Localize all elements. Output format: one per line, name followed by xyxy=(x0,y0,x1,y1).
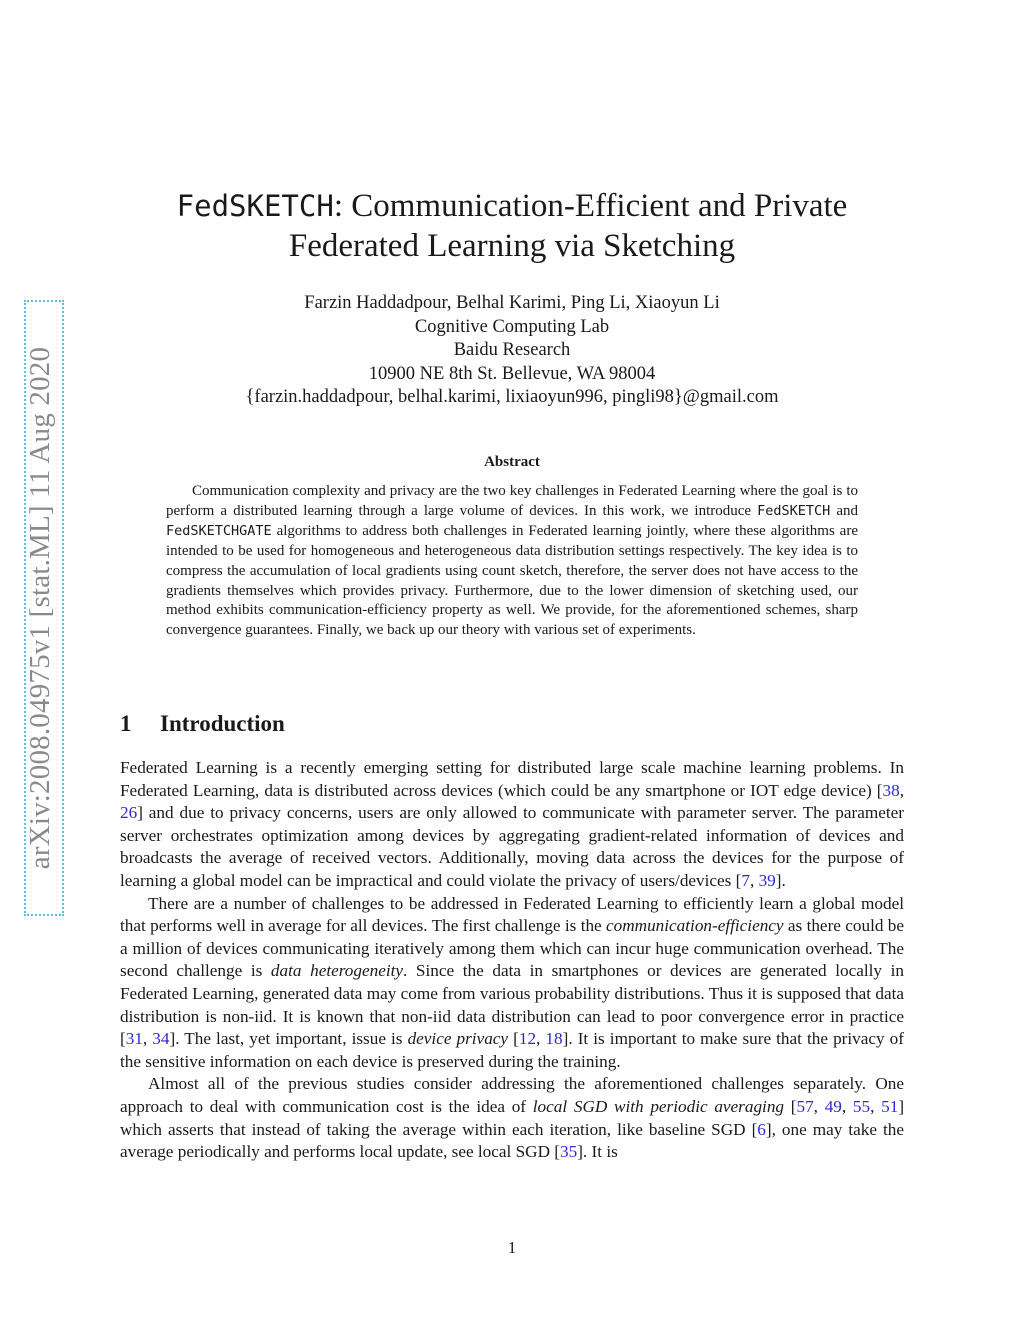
text-run: , xyxy=(841,1096,853,1116)
text-run: [ xyxy=(508,1029,519,1049)
title-line-2: Federated Learning via Sketching xyxy=(288,228,736,264)
citation-link[interactable]: 49 xyxy=(824,1096,842,1116)
citation-link[interactable]: 35 xyxy=(560,1142,578,1162)
text-run: as there could be a million of devices communicating iteratively among them which can incur huge communication overhead. The second challenge is xyxy=(120,916,904,981)
citation-link[interactable]: 12 xyxy=(518,1029,537,1049)
author-org: Baidu Research xyxy=(453,340,571,360)
paragraph-3 xyxy=(120,1073,904,1163)
author-block xyxy=(120,292,904,410)
text-run: ] which asserts that instead of taking the average within each iteration, like baseline SGD [ xyxy=(120,1096,905,1139)
text-run: , xyxy=(870,1096,882,1116)
emphasis: data heterogeneity xyxy=(270,961,403,981)
citation-link[interactable]: 26 xyxy=(120,803,138,823)
arxiv-identifier[interactable]: arXiv:2008.04975v1 [stat.ML] 11 Aug 2020 xyxy=(24,346,56,870)
text-run: , xyxy=(813,1096,825,1116)
paragraph-1 xyxy=(120,757,904,893)
citation-link[interactable]: 18 xyxy=(545,1029,563,1049)
citation-link[interactable]: 55 xyxy=(852,1096,871,1116)
title-line-1 xyxy=(120,186,904,226)
citation-link[interactable]: 39 xyxy=(758,870,776,890)
section-title: Introduction xyxy=(160,711,285,736)
citation-link[interactable]: 31 xyxy=(125,1029,143,1049)
emphasis: device privacy xyxy=(407,1029,509,1049)
citation-link[interactable]: 51 xyxy=(881,1096,899,1116)
paragraph-2 xyxy=(120,893,904,1074)
abstract-part: Communication complexity and privacy are the two key challenges in Federated Learning where the goal is to perform a distributed learning through a large volume of devices. In this work, we introduce xyxy=(166,483,858,519)
author-emails: {farzin.haddadpour, belhal.karimi, lixiaoyun996, pingli98}@gmail.com xyxy=(245,387,779,407)
page-number: 1 xyxy=(507,1238,517,1257)
citation-link[interactable]: 7 xyxy=(741,870,750,890)
citation-link[interactable]: 34 xyxy=(152,1029,170,1049)
abstract-text xyxy=(166,482,858,641)
title-line-1-rest: : Communication-Efficient and Private xyxy=(333,188,848,224)
algorithm-name: FedSKETCH xyxy=(757,502,831,519)
text-run: ]. It is important to make sure that the privacy of the sensitive information on each device is preserved during the training. xyxy=(120,1029,904,1071)
text-run: , xyxy=(536,1029,546,1049)
text-run: , xyxy=(899,780,904,800)
paper-title xyxy=(120,186,904,266)
section-heading xyxy=(120,711,285,737)
emphasis: communication-efficiency xyxy=(606,916,784,936)
citation-link[interactable]: 38 xyxy=(882,780,900,800)
text-run: . Since the data in smartphones or devices are generated locally in Federated Learning, generated data may come from various probability distributions. Thus it is supposed that data distribution is non-iid. It is known that non-iid data distribution can lead to poor convergence error in practice [ xyxy=(120,961,904,1049)
emphasis: local SGD with periodic averaging xyxy=(532,1096,785,1116)
text-run: ], one may take the average periodically and performs local update, see local SGD [ xyxy=(120,1119,904,1162)
text-run: ] and due to privacy concerns, users are only allowed to communicate with parameter server. The parameter server orchestrates optimization among devices by aggregating gradient-related information of devices and broadcasts the average of received vectors. Additionally, moving data across the devices for the purpose of learning a global model can be impractical and could violate the privacy of users/devices [ xyxy=(120,803,904,890)
text-run: There are a number of challenges to be addressed in Federated Learning to efficiently learn a global model that performs well in average for all devices. The first challenge is the xyxy=(120,893,904,936)
title-method-name: FedSKETCH xyxy=(176,189,334,223)
text-run: ]. The last, yet important, issue is xyxy=(169,1029,408,1049)
text-run: Almost all of the previous studies consider addressing the aforementioned challenges separately. One approach to deal with communication cost is the idea of xyxy=(120,1074,904,1116)
abstract-part: algorithms to address both challenges in Federated learning jointly, where these algorithms are intended to be used for homogeneous and heterogeneous data distribution settings respectively. The key idea is to compress the accumulation of local gradients using count sketch, therefore, the server does not have access to the gradients themselves which provides privacy. Furthermore, due to the lower dimension of sketching used, our method exhibits communication-efficiency property as well. We provide, for the aforementioned schemes, sharp convergence guarantees. Finally, we back up our theory with various set of experiments. xyxy=(166,522,858,639)
text-run: ]. xyxy=(775,870,786,890)
text-run: [ xyxy=(784,1096,797,1116)
author-address: 10900 NE 8th St. Bellevue, WA 98004 xyxy=(368,363,656,384)
text-run: , xyxy=(142,1029,153,1049)
citation-link[interactable]: 57 xyxy=(796,1096,814,1116)
text-run: , xyxy=(749,870,759,890)
algorithm-name: FedSKETCHGATE xyxy=(166,522,272,539)
text-run: ]. It is xyxy=(577,1142,618,1162)
body-text xyxy=(120,757,904,1164)
abstract-part: and xyxy=(830,502,858,519)
author-lab: Cognitive Computing Lab xyxy=(414,316,610,337)
text-run: Federated Learning is a recently emerging setting for distributed large scale machine learning problems. In Federated Learning, data is distributed across devices (which could be any smartphone or IOT edge device) [ xyxy=(120,758,904,800)
section-number: 1 xyxy=(120,711,132,736)
abstract-heading: Abstract xyxy=(484,454,540,470)
author-names: Farzin Haddadpour, Belhal Karimi, Ping Li, Xiaoyun Li xyxy=(304,293,720,313)
citation-link[interactable]: 6 xyxy=(757,1119,766,1139)
